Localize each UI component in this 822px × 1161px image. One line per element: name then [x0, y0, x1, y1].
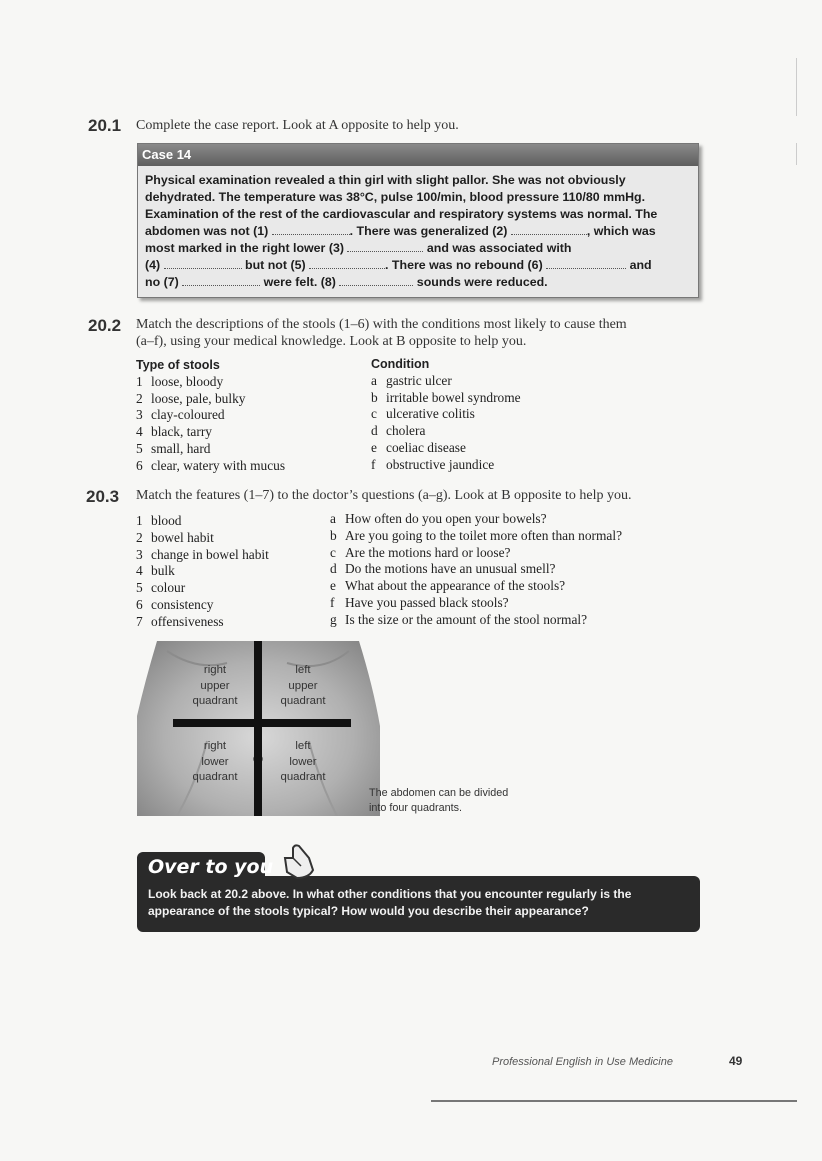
blank-1-input[interactable] [272, 223, 350, 235]
blank-5-input[interactable] [309, 257, 385, 269]
case-report-text [145, 172, 685, 291]
list-item: e coeliac disease [371, 439, 466, 455]
list-item: 5 small, hard [136, 440, 211, 456]
instruction-line: Match the descriptions of the stools (1–6) with the conditions most likely to cause them [136, 317, 627, 332]
case-line: abdomen was not (1) . There was generalized (2) , which was [145, 224, 656, 238]
list-item: f Have you passed black stools? [330, 594, 509, 610]
case-line: no (7) were felt. (8) sounds were reduced. [145, 275, 548, 289]
pointing-hand-icon [279, 842, 319, 882]
exercise-number-20-2: 20.2 [88, 316, 122, 335]
list-item: 3 change in bowel habit [136, 546, 269, 562]
exercise-number-20-1: 20.1 [88, 116, 122, 135]
conditions-list [371, 356, 521, 474]
list-item: c ulcerative colitis [371, 406, 475, 422]
list-item: 7 offensiveness [136, 613, 224, 629]
figure-caption: The abdomen can be divided into four quadrants. [369, 787, 509, 814]
list-item: d cholera [371, 423, 426, 439]
page-edge-bottom [431, 1100, 797, 1102]
case-title: Case 14 [142, 147, 192, 162]
case-line: Physical examination revealed a thin girl with slight pallor. She was not obviously [145, 173, 626, 187]
list-item: 2 bowel habit [136, 529, 214, 545]
exercise-instruction-20-1: Complete the case report. Look at A opposite to help you. [136, 118, 459, 133]
blank-4-input[interactable] [164, 257, 242, 269]
list-item: 1 loose, bloody [136, 373, 224, 389]
blank-2-input[interactable] [511, 223, 587, 235]
list-item: b irritable bowel syndrome [371, 389, 521, 405]
list-item: e What about the appearance of the stools? [330, 578, 566, 594]
list-item: c Are the motions hard or loose? [330, 544, 511, 560]
doctor-questions-list [330, 511, 622, 629]
stool-types-list [136, 357, 285, 475]
list-item: b Are you going to the toilet more often than normal? [330, 527, 623, 543]
features-list [136, 513, 269, 631]
list-item: d Do the motions have an unusual smell? [330, 561, 556, 577]
left-upper-quadrant-label: left upper quadrant [280, 664, 326, 708]
case-line: (4) but not (5) . There was no rebound (6) and [145, 258, 652, 272]
exercise-instruction-20-3: Match the features (1–7) to the doctor’s questions (a–g). Look at B opposite to help you. [136, 488, 632, 503]
list-item: a gastric ulcer [371, 372, 452, 388]
list-item: f obstructive jaundice [371, 456, 495, 472]
over-to-you-title: Over to you [148, 856, 274, 878]
case-report-header [138, 144, 698, 166]
blank-3-input[interactable] [347, 240, 423, 252]
list-item: a How often do you open your bowels? [330, 511, 547, 526]
conditions-header: Condition [371, 357, 430, 371]
case-line: most marked in the right lower (3) and was associated with [145, 241, 572, 255]
page-edge-top [796, 58, 797, 116]
list-item: 5 colour [136, 580, 186, 596]
over-to-you-text: Look back at 20.2 above. In what other conditions that you encounter regularly is the appearance of the stools typical? How would you describe their appearance? [148, 887, 632, 918]
book-title: Professional English in Use Medicine [492, 1056, 673, 1068]
page-edge-mid [796, 143, 797, 165]
abdomen-quadrants-figure [137, 641, 380, 816]
list-item: 1 blood [136, 513, 182, 528]
case-report-box [137, 143, 699, 298]
list-item: g Is the size or the amount of the stool normal? [330, 611, 588, 627]
blank-7-input[interactable] [182, 274, 260, 286]
case-line: dehydrated. The temperature was 38°C, pulse 100/min, blood pressure 110/80 mmHg. [145, 190, 646, 204]
list-item: 6 clear, watery with mucus [136, 457, 286, 473]
right-lower-quadrant-label: right lower quadrant [192, 740, 238, 784]
exercise-instruction-20-2 [136, 316, 627, 350]
list-item: 2 loose, pale, bulky [136, 390, 246, 406]
exercise-number-20-3: 20.3 [86, 487, 120, 506]
stool-types-header: Type of stools [136, 358, 220, 372]
list-item: 3 clay-coloured [136, 407, 225, 423]
list-item: 4 bulk [136, 563, 175, 579]
left-lower-quadrant-label: left lower quadrant [280, 740, 326, 784]
case-line: Examination of the rest of the cardiovascular and respiratory systems was normal. The [145, 207, 658, 221]
blank-8-input[interactable] [339, 274, 413, 286]
page-number: 49 [729, 1054, 743, 1068]
right-upper-quadrant-label: right upper quadrant [192, 664, 238, 708]
blank-6-input[interactable] [546, 257, 626, 269]
instruction-line: (a–f), using your medical knowledge. Look at B opposite to help you. [136, 334, 527, 349]
list-item: 6 consistency [136, 596, 214, 612]
list-item: 4 black, tarry [136, 424, 212, 440]
